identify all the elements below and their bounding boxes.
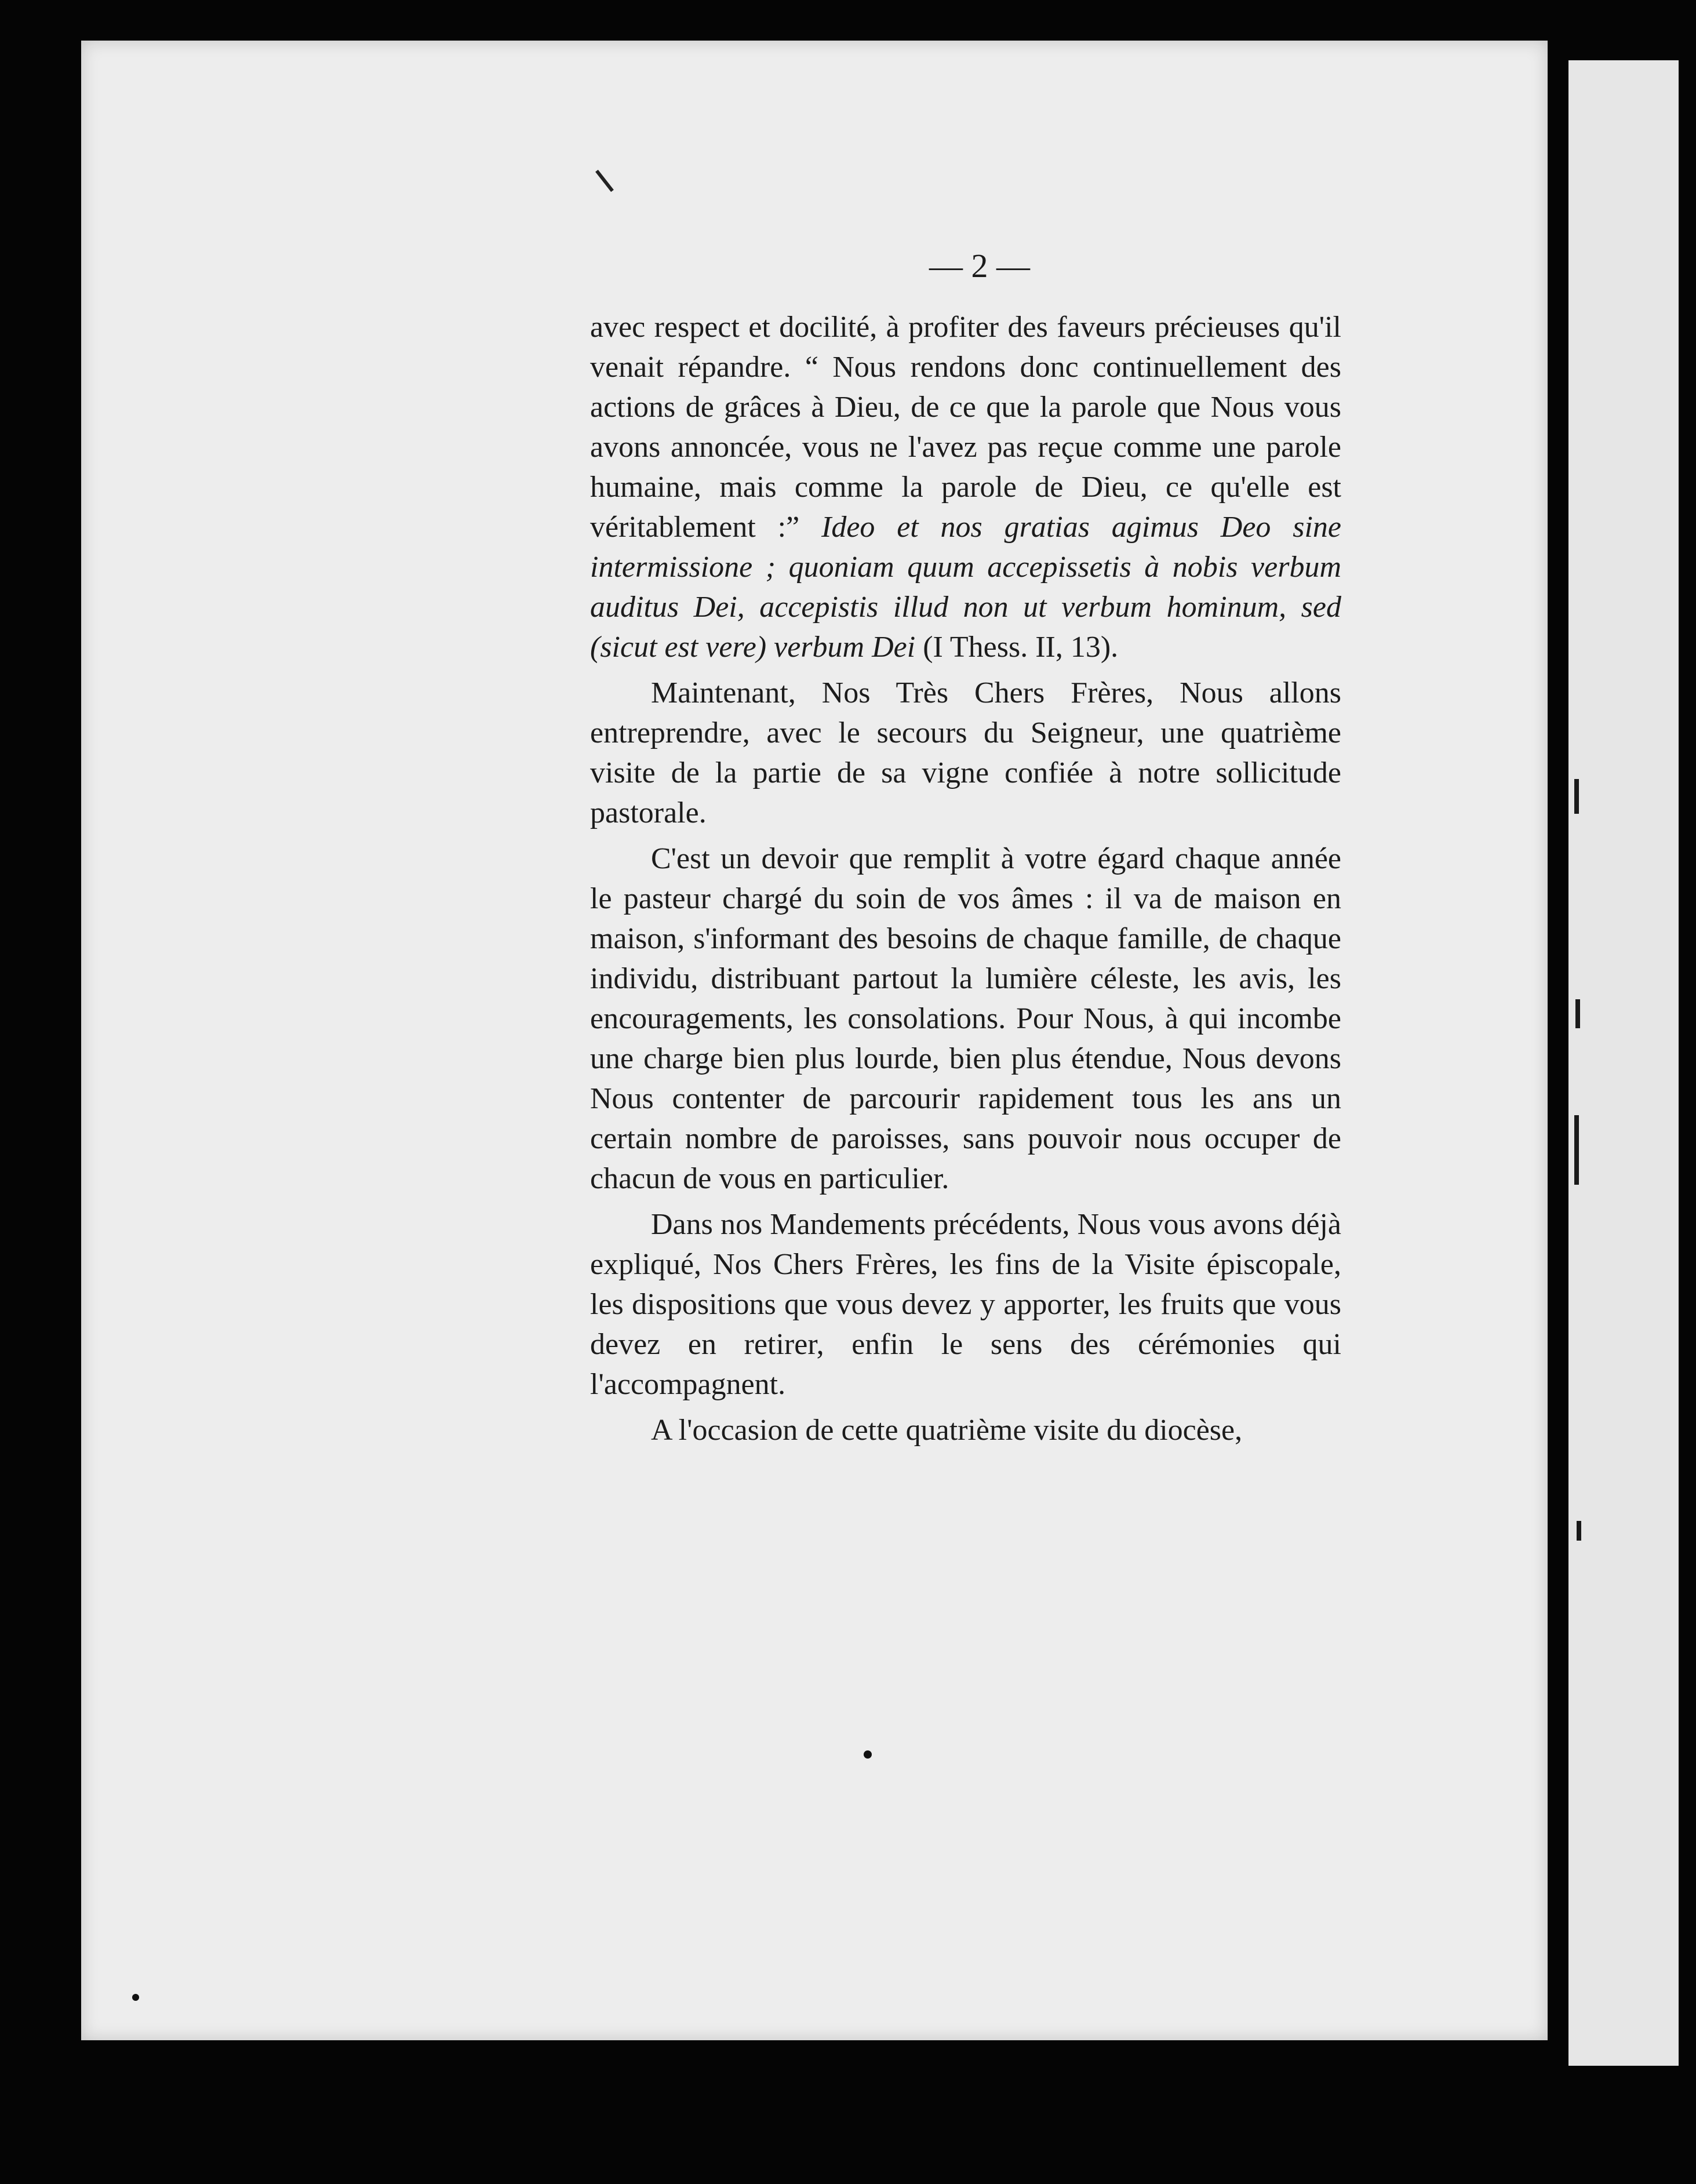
paragraph: C'est un devoir que remplit à votre égard chaque année le pasteur chargé du soin de vos âmes : il va de maison en maison, s'informant des besoins de chaque famille, de chaque individu, distribuant partout la lumière céleste, les avis, les encouragements, les consolations. Pour Nous, à qui incombe une charge bien plus lourde, bien plus étendue, Nous devons Nous contenter de parcourir rapidement tous les ans un certain nombre de paroisses, sans pouvoir nous occuper de chacun de vous en particulier. [590, 842, 1341, 1195]
paragraph: A l'occasion de cette quatrième visite du diocèse, [651, 1414, 1243, 1447]
scan-speck [864, 1750, 872, 1759]
page-edge-mark [1575, 999, 1580, 1028]
paragraph-text: avec respect et docilité, à profiter des faveurs précieuses qu'il venait répandre. “ Nous rendons donc continuellement des actions de grâces à Dieu, de ce que la parole que Nous vous avons annoncée, vous ne l'avez pas reçue comme une parole humaine, mais comme la parole de Dieu, ce qu'elle est véritablement :” [590, 311, 1341, 544]
page-edge-mark [1577, 1521, 1581, 1541]
paragraph [590, 307, 1341, 667]
scan-mark [595, 170, 614, 192]
latin-quotation: Ideo et nos gratias agimus Deo sine intermissione ; quoniam quum accepissetis à nobis verbum auditus Dei, accepistis illud non ut verbum hominum, sed (sicut est vere) verbum Dei [590, 511, 1341, 664]
paragraph: Maintenant, Nos Très Chers Frères, Nous allons entreprendre, avec le secours du Seigneur, une quatrième visite de la partie de sa vigne confiée à notre sollicitude pastorale. [590, 676, 1341, 829]
adjacent-page-edge [1568, 60, 1679, 2066]
page-edge-mark [1574, 1115, 1579, 1185]
scan-speck [132, 1994, 139, 2001]
document-body [590, 307, 1341, 1456]
citation: (I Thess. II, 13). [915, 631, 1119, 664]
page-number: — 2 — [929, 247, 1030, 285]
page-edge-mark [1574, 779, 1579, 814]
paragraph: Dans nos Mandements précédents, Nous vous avons déjà expliqué, Nos Chers Frères, les fins de la Visite épiscopale, les dispositions que vous devez y apporter, les fruits que vous devez en retirer, enfin le sens des cérémonies qui l'accompagnent. [590, 1208, 1341, 1401]
